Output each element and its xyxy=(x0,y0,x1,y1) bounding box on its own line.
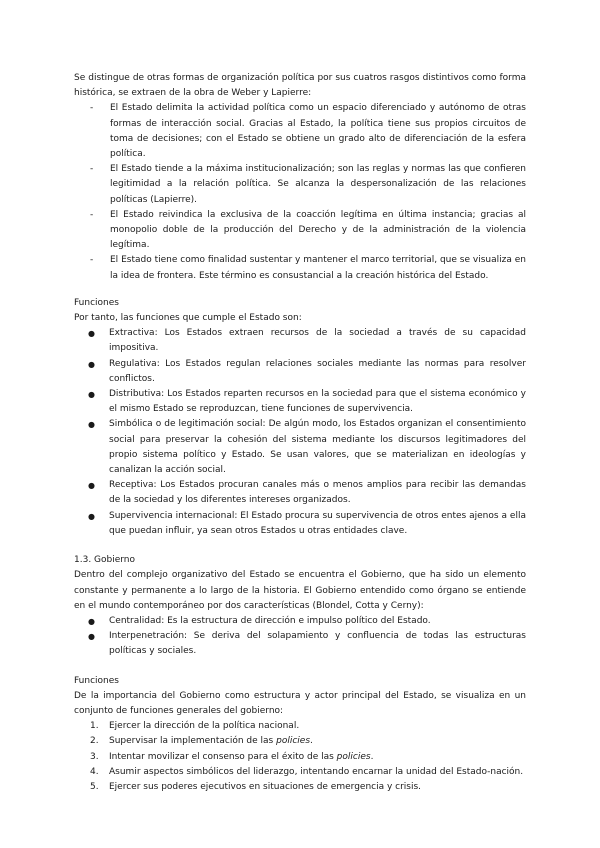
list-item xyxy=(74,478,526,508)
number-marker: 1. xyxy=(90,721,99,732)
list-item xyxy=(74,357,526,387)
bullet-marker: ● xyxy=(88,390,95,400)
list-item-suffix: . xyxy=(310,736,313,747)
list-item xyxy=(74,629,526,659)
list-item xyxy=(74,750,526,765)
intro-paragraph: Se distingue de otras formas de organización política por sus cuatros rasgos distintivos como forma histórica, se extraen de la obra de Weber y Lapierre: xyxy=(74,73,526,99)
number-marker: 5. xyxy=(90,781,99,792)
dash-marker: - xyxy=(90,209,94,220)
bullet-marker: ● xyxy=(88,420,95,430)
list-item xyxy=(74,101,526,162)
government-functions-list xyxy=(74,719,526,795)
list-item xyxy=(74,614,526,629)
bullet-marker: ● xyxy=(88,511,95,521)
bullet-marker: ● xyxy=(88,481,95,491)
state-functions-list xyxy=(74,326,526,539)
list-item-text: El Estado reivindica la exclusiva de la coacción legítima en última instancia; gracias al monopolio doble de la producción del Derecho y de la administración de la violencia legítima. xyxy=(110,209,526,251)
list-item-text: Distributiva: Los Estados reparten recursos en la sociedad para que el sistema económico y el mismo Estado se reproduzcan, tiene funciones de supervivencia. xyxy=(109,389,526,415)
list-item-text: Intentar movilizar el consenso para el éxito de las xyxy=(109,751,337,762)
list-item-text: Ejercer sus poderes ejecutivos en situaciones de emergencia y crisis. xyxy=(109,781,422,792)
list-item xyxy=(74,417,526,478)
bullet-marker: ● xyxy=(88,616,95,626)
section-intro: De la importancia del Gobierno como estructura y actor principal del Estado, se visualiza en un conjunto de funciones generales del gobierno: xyxy=(74,690,526,716)
section-heading: Funciones xyxy=(74,675,119,686)
bullet-marker: ● xyxy=(88,359,95,369)
list-item xyxy=(74,253,526,283)
document-body xyxy=(74,71,526,795)
number-marker: 3. xyxy=(90,751,99,762)
italic-term: policies xyxy=(336,751,371,762)
list-item-text: Regulativa: Los Estados regulan relaciones sociales mediante las normas para resolver conflictos. xyxy=(109,358,526,384)
government-characteristics-list xyxy=(74,614,526,660)
list-item-text: Receptiva: Los Estados procuran canales más o menos amplios para recibir las demandas de la sociedad y los diferentes intereses organizados. xyxy=(109,480,526,506)
list-item-text: Interpenetración: Se deriva del solapamiento y confluencia de todas las estructuras políticas y sociales. xyxy=(109,631,526,657)
list-item-text: Centralidad: Es la estructura de dirección e impulso político del Estado. xyxy=(109,615,431,626)
dash-marker: - xyxy=(90,164,94,175)
dash-marker: - xyxy=(90,255,94,266)
list-item xyxy=(74,162,526,208)
list-item xyxy=(74,208,526,254)
list-item-text: El Estado delimita la actividad política como un espacio diferenciado y autónomo de otras formas de interacción social. Gracias al Estado, la política tiene sus propios circuitos de toma de decisiones; con el Estado se obtiene un grado alto de diferenciación de la esfera política. xyxy=(110,103,526,160)
dash-marker: - xyxy=(90,103,94,114)
section-intro: Dentro del complejo organizativo del Estado se encuentra el Gobierno, que ha sido un elemento constante y permanente a lo largo de la historia. El Gobierno entendido como órgano se entiende en el mundo contemporáneo por dos características (Blondel, Cotta y Cerny): xyxy=(74,570,526,611)
list-item-text: Ejercer la dirección de la política nacional. xyxy=(109,721,300,732)
list-item xyxy=(74,765,526,780)
list-item-text: El Estado tiende a la máxima institucionalización; son las reglas y normas las que confieren legitimidad a la relación política. Se alcanza la despersonalización de las relaciones políticas (Lapierre). xyxy=(110,164,526,205)
list-item xyxy=(74,780,526,795)
section-intro: Por tanto, las funciones que cumple el Estado son: xyxy=(74,313,302,324)
state-traits-list xyxy=(74,101,526,283)
bullet-marker: ● xyxy=(88,329,95,339)
number-marker: 2. xyxy=(90,736,99,747)
list-item-text: Extractiva: Los Estados extraen recursos de la sociedad a través de su capacidad impositiva. xyxy=(109,328,526,354)
list-item-text: El Estado tiene como finalidad sustentar y mantener el marco territorial, que se visualiza en la idea de frontera. Este término es consustancial a la creación histórica del Estado. xyxy=(110,255,526,281)
number-marker: 4. xyxy=(90,766,99,777)
list-item-text: Supervivencia internacional: El Estado procura su supervivencia de otros entes ajenos a ella que puedan influir, ya sean otros Estados u otras entidades clave. xyxy=(109,510,526,536)
italic-term: policies xyxy=(276,736,311,747)
list-item xyxy=(74,719,526,734)
list-item-suffix: . xyxy=(370,751,374,762)
list-item xyxy=(74,734,526,749)
list-item-text: Asumir aspectos simbólicos del liderazgo, intentando encarnar la unidad del Estado-nación. xyxy=(109,766,524,777)
list-item xyxy=(74,326,526,356)
list-item-text: Simbólica o de legitimación social: De algún modo, los Estados organizan el consentimiento social para preservar la cohesión del sistema mediante los discursos legitimadores del propio sistema político y Estado. Se usan valores, que se materializan en ideologías y canalizan la acción social. xyxy=(109,419,526,476)
list-item xyxy=(74,509,526,539)
list-item xyxy=(74,387,526,417)
section-heading: Funciones xyxy=(74,297,119,308)
list-item-text: Supervisar la implementación de las xyxy=(109,736,277,747)
bullet-marker: ● xyxy=(88,632,95,642)
section-heading: 1.3. Gobierno xyxy=(74,555,136,566)
